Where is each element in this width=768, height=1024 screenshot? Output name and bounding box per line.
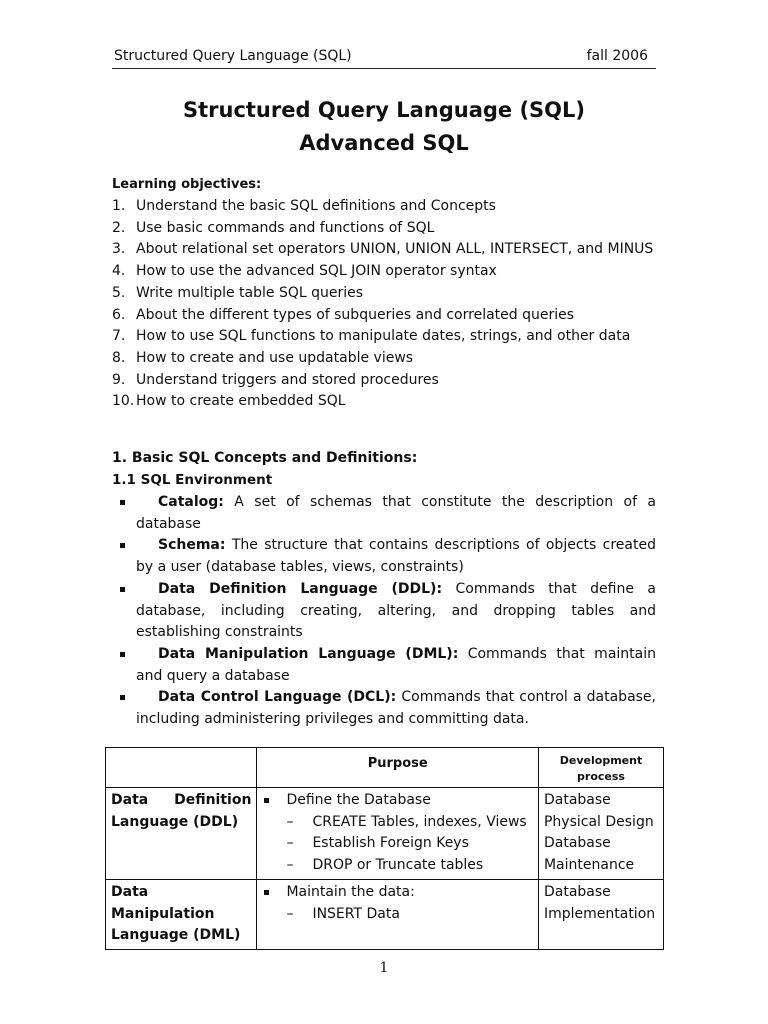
definition-text: Commands that maintain and query a database bbox=[136, 645, 656, 684]
square-bullet-icon bbox=[264, 798, 269, 803]
purpose-main-item bbox=[262, 882, 533, 904]
purpose-cell bbox=[257, 788, 539, 880]
definition-term: Catalog: bbox=[158, 494, 224, 510]
development-line: Database bbox=[543, 835, 611, 852]
list-item bbox=[112, 283, 656, 305]
development-line: Maintenance bbox=[543, 857, 635, 874]
square-bullet-icon bbox=[120, 695, 125, 700]
header-title: Structured Query Language (SQL) bbox=[114, 48, 352, 64]
row-label: Data Manipulation Language (DML) bbox=[106, 879, 257, 949]
definition-text: Commands that control a database, including administering privileges and committing data. bbox=[136, 689, 656, 728]
square-bullet-icon bbox=[264, 890, 269, 895]
definition-term: Schema: bbox=[158, 537, 226, 554]
item-number: 2. bbox=[112, 219, 126, 236]
dash-icon: – bbox=[286, 857, 294, 874]
objectives-heading: Learning objectives: bbox=[112, 177, 262, 192]
item-text: Understand the basic SQL definitions and Concepts bbox=[136, 198, 496, 214]
section-heading: 1. Basic SQL Concepts and Definitions: bbox=[112, 450, 418, 466]
list-item bbox=[112, 326, 656, 348]
purpose-cell bbox=[257, 879, 539, 949]
item-text: About relational set operators UNION, UNION ALL, INTERSECT, and MINUS bbox=[136, 241, 654, 258]
item-text: How to use the advanced SQL JOIN operator syntax bbox=[136, 263, 497, 280]
table-row bbox=[106, 788, 664, 880]
item-text: How to use SQL functions to manipulate dates, strings, and other data bbox=[136, 328, 631, 345]
document-title: Structured Query Language (SQL) bbox=[182, 98, 586, 122]
running-header bbox=[112, 46, 656, 69]
item-text: How to create embedded SQL bbox=[136, 393, 346, 410]
purpose-sub-text: Establish Foreign Keys bbox=[312, 835, 469, 852]
definition-term: Data Control Language (DCL): bbox=[158, 689, 397, 706]
row-label: Data Definition Language (DDL) bbox=[106, 788, 257, 880]
item-number: 10. bbox=[112, 393, 135, 410]
table-row bbox=[106, 879, 664, 949]
list-item bbox=[112, 261, 656, 283]
purpose-sub-text: INSERT Data bbox=[312, 905, 400, 922]
definitions-list bbox=[112, 492, 656, 731]
definition-term: Data Manipulation Language (DML): bbox=[158, 645, 459, 662]
development-line: Implementation bbox=[543, 905, 656, 922]
purpose-main-item bbox=[262, 790, 533, 812]
development-cell bbox=[538, 879, 663, 949]
purpose-main-text: Define the Database bbox=[286, 792, 431, 808]
purpose-sub-item bbox=[262, 855, 533, 877]
development-line: Physical Design bbox=[543, 813, 654, 830]
item-text: Use basic commands and functions of SQL bbox=[136, 219, 435, 236]
definition-item bbox=[112, 687, 656, 730]
definition-item bbox=[112, 579, 656, 644]
development-line: Database bbox=[543, 883, 611, 900]
list-item bbox=[112, 370, 656, 392]
square-bullet-icon bbox=[120, 652, 125, 657]
purpose-header: Purpose bbox=[257, 748, 539, 788]
document-subtitle: Advanced SQL bbox=[299, 131, 469, 155]
header-empty-cell bbox=[106, 748, 257, 788]
square-bullet-icon bbox=[120, 543, 125, 548]
list-item bbox=[112, 305, 656, 327]
item-number: 7. bbox=[112, 328, 126, 345]
purpose-sub-item bbox=[262, 904, 533, 926]
page-number: 1 bbox=[379, 960, 389, 976]
purpose-sub-item bbox=[262, 812, 533, 834]
item-number: 5. bbox=[112, 284, 126, 301]
item-text: About the different types of subqueries and correlated queries bbox=[136, 306, 575, 323]
dash-icon: – bbox=[286, 813, 294, 830]
list-item bbox=[112, 391, 656, 413]
item-text: Understand triggers and stored procedures bbox=[136, 371, 439, 388]
dash-icon: – bbox=[286, 905, 294, 922]
objectives-list bbox=[112, 196, 656, 413]
item-number: 8. bbox=[112, 349, 126, 366]
definition-text: A set of schemas that constitute the description of a database bbox=[136, 494, 656, 532]
definition-text: The structure that contains descriptions of objects created by a user (database tables, views, constraints) bbox=[136, 537, 656, 576]
list-item bbox=[112, 239, 656, 261]
sql-language-table bbox=[105, 747, 664, 950]
definition-text: Commands that define a database, including creating, altering, and dropping tables and establishing constraints bbox=[136, 580, 656, 641]
development-cell bbox=[538, 788, 663, 880]
purpose-sub-item bbox=[262, 833, 533, 855]
square-bullet-icon bbox=[120, 500, 125, 505]
definition-item bbox=[112, 535, 656, 578]
purpose-sub-text: DROP or Truncate tables bbox=[312, 857, 484, 874]
item-text: How to create and use updatable views bbox=[136, 349, 414, 366]
item-text: Write multiple table SQL queries bbox=[136, 284, 364, 301]
purpose-main-text: Maintain the data: bbox=[286, 883, 415, 900]
purpose-sub-text: CREATE Tables, indexes, Views bbox=[312, 813, 527, 830]
square-bullet-icon bbox=[120, 587, 125, 592]
item-number: 9. bbox=[112, 371, 126, 388]
item-number: 3. bbox=[112, 241, 126, 258]
definition-item bbox=[112, 492, 656, 535]
development-header: Development process bbox=[538, 748, 663, 788]
item-number: 1. bbox=[112, 198, 126, 214]
item-number: 4. bbox=[112, 263, 126, 280]
list-item bbox=[112, 196, 656, 218]
dash-icon: – bbox=[286, 835, 294, 852]
table-header-row bbox=[106, 748, 664, 788]
definition-item bbox=[112, 644, 656, 687]
item-number: 6. bbox=[112, 306, 126, 323]
list-item bbox=[112, 218, 656, 240]
header-term: fall 2006 bbox=[586, 48, 648, 64]
subsection-heading: 1.1 SQL Environment bbox=[112, 472, 273, 488]
list-item bbox=[112, 348, 656, 370]
definition-term: Data Definition Language (DDL): bbox=[158, 580, 443, 597]
development-line: Database bbox=[543, 792, 611, 808]
